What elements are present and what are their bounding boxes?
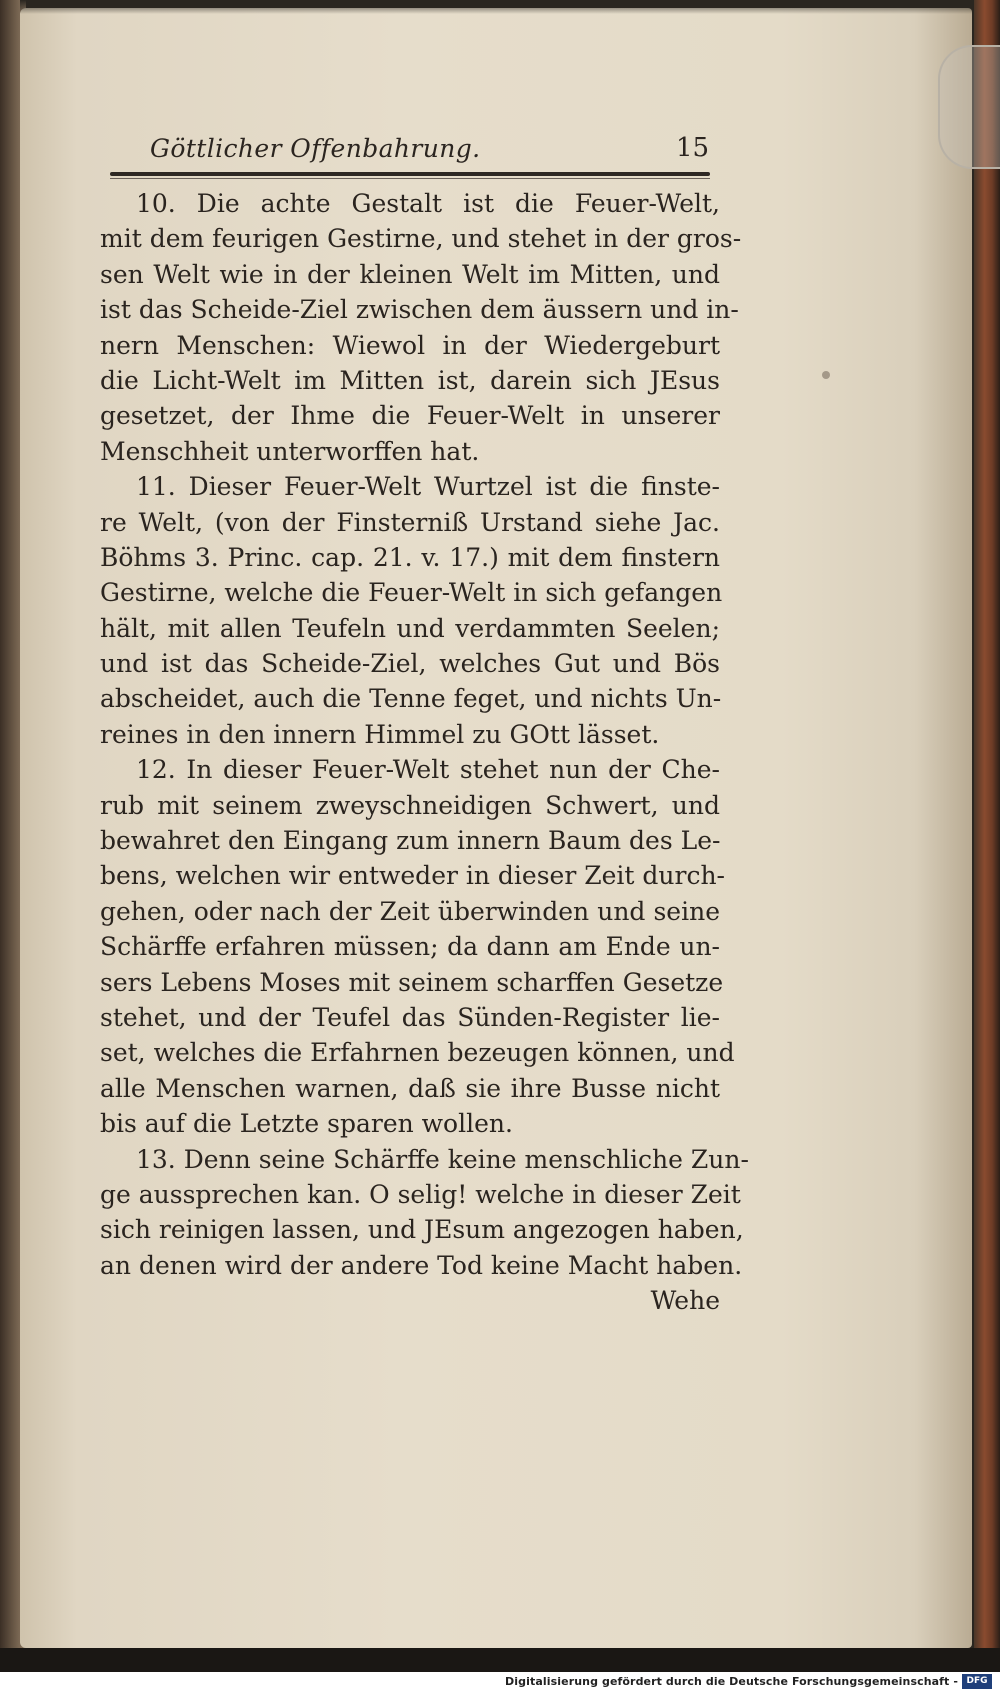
text-line: ist das Scheide-Ziel zwischen dem äussern und in- — [100, 295, 739, 325]
text-line: re Welt, (von der Finsterniß Urstand siehe Jac. — [100, 507, 720, 537]
text-line: Böhms 3. Princ. cap. 21. v. 17.) mit dem finstern — [100, 542, 720, 572]
text-line: sers Lebens Moses mit seinem scharffen Gesetze — [100, 967, 724, 997]
text-line: und ist das Scheide-Ziel, welches Gut und Bös — [100, 649, 720, 679]
text-line: bis auf die Letzte sparen wollen. — [100, 1109, 513, 1139]
funding-credit: Digitalisierung gefördert durch die Deutsche Forschungsgemeinschaft - — [505, 1675, 958, 1688]
page-top-shadow — [20, 0, 972, 14]
text-line: Gestirne, welche die Feuer-Welt in sich gefangen — [100, 578, 723, 608]
running-title: Göttlicher Offenbahrung. — [150, 134, 481, 163]
text-line: 13. Denn seine Schärffe keine menschliche Zun- — [136, 1144, 749, 1174]
text-line: bens, welchen wir entweder in dieser Zeit durch- — [100, 861, 725, 891]
page-number: 15 — [676, 133, 710, 163]
text-line: Menschheit unterworffen hat. — [100, 436, 480, 466]
ink-spot — [822, 371, 830, 379]
text-line: alle Menschen warnen, daß sie ihre Busse nicht — [100, 1073, 720, 1103]
text-line: ge aussprechen kan. O selig! welche in dieser Zeit — [100, 1179, 741, 1209]
text-line: rub mit seinem zweyschneidigen Schwert, und — [100, 790, 720, 820]
text-line: mit dem feurigen Gestirne, und stehet in der gros- — [100, 224, 742, 254]
scan-bottom-border — [0, 1648, 1000, 1672]
text-line: abscheidet, auch die Tenne feget, und nichts Un- — [100, 684, 722, 714]
text-line: sen Welt wie in der kleinen Welt im Mitten, und — [100, 259, 720, 289]
text-line: an denen wird der andere Tod keine Macht haben. — [100, 1250, 743, 1280]
text-line: gehen, oder nach der Zeit überwinden und seine — [100, 896, 720, 926]
text-line: reines in den innern Himmel zu GOtt lässet. — [100, 719, 660, 749]
text-line: hält, mit allen Teufeln und verdammten Seelen; — [100, 613, 720, 643]
text-line: 12. In dieser Feuer-Welt stehet nun der Che- — [136, 755, 720, 785]
book-cover-edge — [974, 0, 1000, 1692]
text-line: stehet, und der Teufel das Sünden-Register lie- — [100, 1002, 720, 1032]
text-line: nern Menschen: Wiewol in der Wiedergeburt — [100, 330, 720, 360]
body-text — [100, 186, 749, 1319]
text-line: bewahret den Eingang zum innern Baum des Le- — [100, 826, 721, 856]
text-line: 10. Die achte Gestalt ist die Feuer-Welt, — [136, 189, 720, 218]
catchword: Wehe — [650, 1286, 720, 1316]
text-line: die Licht-Welt im Mitten ist, darein sich JEsus — [100, 365, 720, 395]
header-rule — [110, 172, 710, 176]
text-line: 11. Dieser Feuer-Welt Wurtzel ist die finste- — [136, 472, 720, 502]
text-line: set, welches die Erfahrnen bezeugen können, und — [100, 1038, 735, 1068]
text-line: gesetzet, der Ihme die Feuer-Welt in unserer — [100, 401, 720, 431]
dfg-logo-icon: DFG — [962, 1674, 992, 1689]
text-line: Schärffe erfahren müssen; da dann am Ende un- — [100, 932, 720, 962]
header-rule-thin — [110, 178, 710, 179]
text-line: sich reinigen lassen, und JEsum angezogen haben, — [100, 1215, 744, 1245]
page-clip — [938, 45, 1000, 169]
